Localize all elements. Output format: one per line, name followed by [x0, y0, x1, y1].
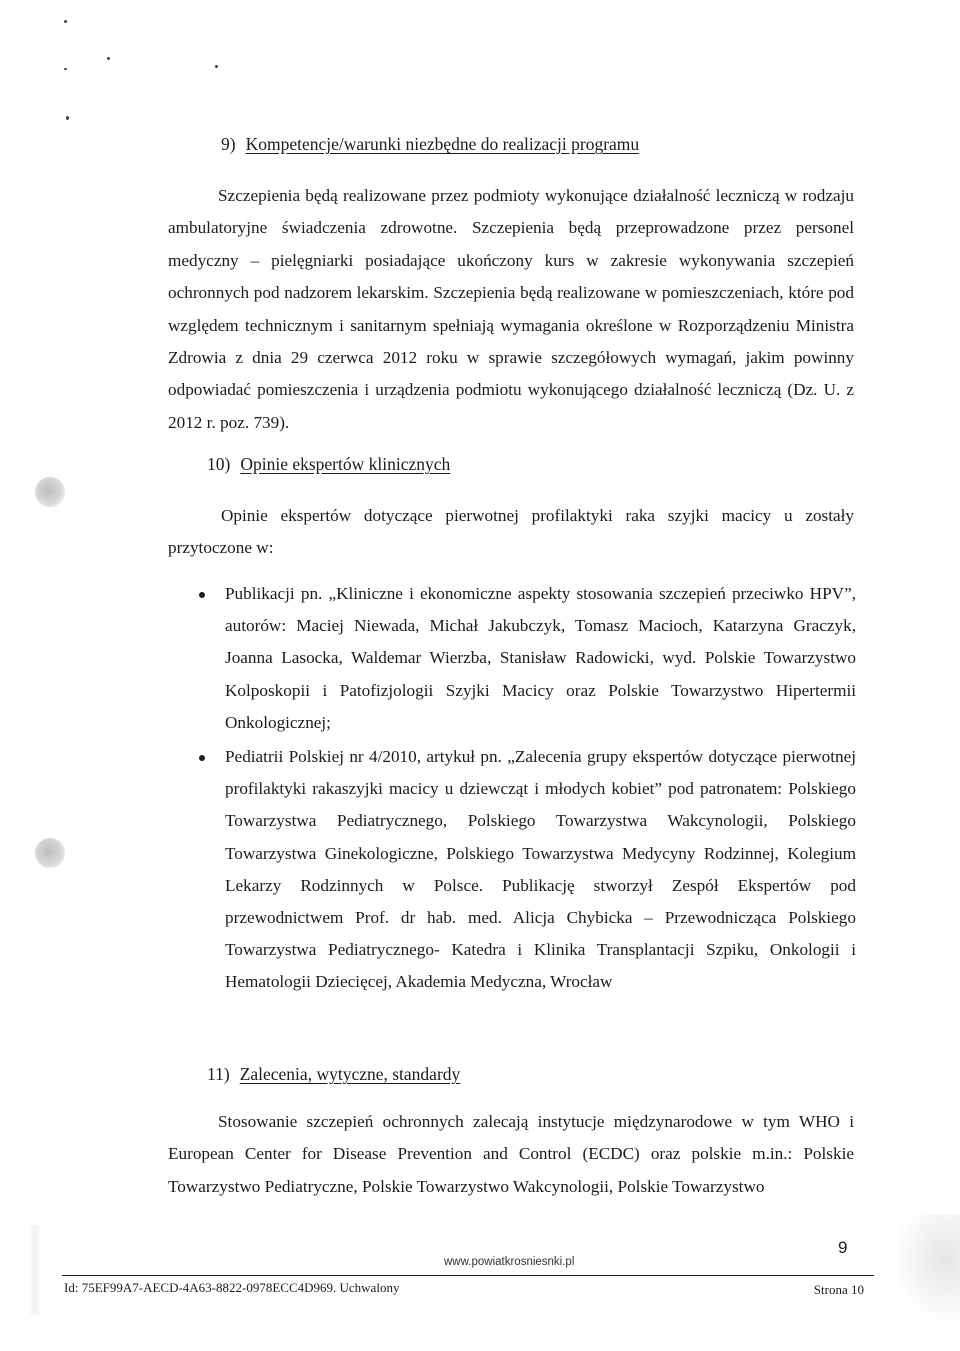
scan-speck [215, 65, 218, 68]
section-number: 11) [207, 1064, 230, 1084]
list-item: Pediatrii Polskiej nr 4/2010, artykuł pn. „Zalecenia grupy ekspertów dotyczące pierwotnej profilaktyki rakaszyjki macicy u dziewcząt i młodych kobiet” pod patronatem: Polskiego Towarzystwa Pediatrycznego, Polskiego Towarzystwa Wakcynologii, Polskiego Towarzystwa Ginekologiczne, Polskiego Towarzystwa Medycyny Rodzinnej, Kolegium Lekarzy Rodzinnych w Polsce. Publikację stworzył Zespół Ekspertów pod przewodnictwem Prof. dr hab. med. Alicja Chybicka – Przewodnicząca Polskiego Towarzystwa Pediatrycznego- Katedra i Klinika Transplantacji Szpiku, Onkologii i Hematologii Dziecięcej, Akademia Medyczna, Wrocław [168, 741, 856, 999]
page-label: Strona 10 [813, 1282, 864, 1297]
paragraph-text: Opinie ekspertów dotyczące pierwotnej profilaktyki raka szyjki macicy u zostały przytoczone w: [168, 506, 854, 558]
section-9-paragraph [168, 180, 854, 439]
section-11-heading [207, 1064, 460, 1085]
section-title: Opinie ekspertów klinicznych [240, 454, 451, 474]
paragraph-text: Szczepienia będą realizowane przez podmioty wykonujące działalność leczniczą w rodzaju ambulatoryjne świadczenia zdrowotne. Szczepienia będą przeprowadzone przez personel medyczny – pielęgniarki posiadające ukończony kurs w zakresie wykonywania szczepień ochronnych pod nadzorem lekarskim. Szczepienia będą realizowane w pomieszczeniach, które pod względem technicznym i sanitarnym spełniają wymagania określone w Rozporządzeniu Ministra Zdrowia z dnia 29 czerwca 2012 roku w sprawie szczegółowych wymagań, jakim powinny odpowiadać pomieszczenia i urządzenia podmiotu wykonującego działalność leczniczą (Dz. U. z 2012 r. poz. 739). [168, 186, 854, 432]
footer-url: www.powiatkrosniesnki.pl [444, 1256, 575, 1268]
section-10-intro [168, 500, 854, 565]
section-title: Zalecenia, wytyczne, standardy [239, 1064, 461, 1084]
punch-hole [35, 477, 65, 507]
page-number: 9 [838, 1238, 848, 1257]
section-9-heading [221, 134, 639, 155]
paragraph-text: Stosowanie szczepień ochronnych zalecają instytucje międzynarodowe w tym WHO i European Center for Disease Prevention and Control (ECDC) oraz polskie m.in.: Polskie Towarzystwo Pediatryczne, Polskie Towarzystwo Wakcynologii, Polskie Towarzystwo [168, 1112, 854, 1196]
section-title: Kompetencje/warunki niezbędne do realizacji programu [245, 134, 640, 154]
section-number: 9) [221, 134, 236, 154]
scan-speck [64, 68, 67, 70]
scan-speck [66, 116, 69, 120]
scan-shadow [28, 1225, 42, 1315]
scan-speck [64, 20, 67, 23]
expert-opinions-list [168, 578, 856, 999]
list-item: Publikacji pn. „Kliniczne i ekonomiczne aspekty stosowania szczepień przeciwko HPV”, autorów: Maciej Niewada, Michał Jakubczyk, Tomasz Macioch, Katarzyna Graczyk, Joanna Lasocka, Waldemar Wierzba, Stanisław Radowicki, wyd. Polskie Towarzystwo Kolposkopii i Patofizjologii Szyjki Macicy oraz Polskie Towarzystwo Hipertermii Onkologicznej; [168, 578, 856, 739]
section-number: 10) [207, 454, 231, 474]
punch-hole [35, 838, 65, 868]
footer-divider [62, 1275, 874, 1276]
scan-shadow [890, 1215, 960, 1325]
document-id: Id: 75EF99A7-AECD-4A63-8822-0978ECC4D969. Uchwalony [64, 1280, 400, 1295]
section-11-paragraph [168, 1106, 854, 1203]
scan-speck [107, 57, 110, 60]
section-10-heading [207, 454, 450, 475]
